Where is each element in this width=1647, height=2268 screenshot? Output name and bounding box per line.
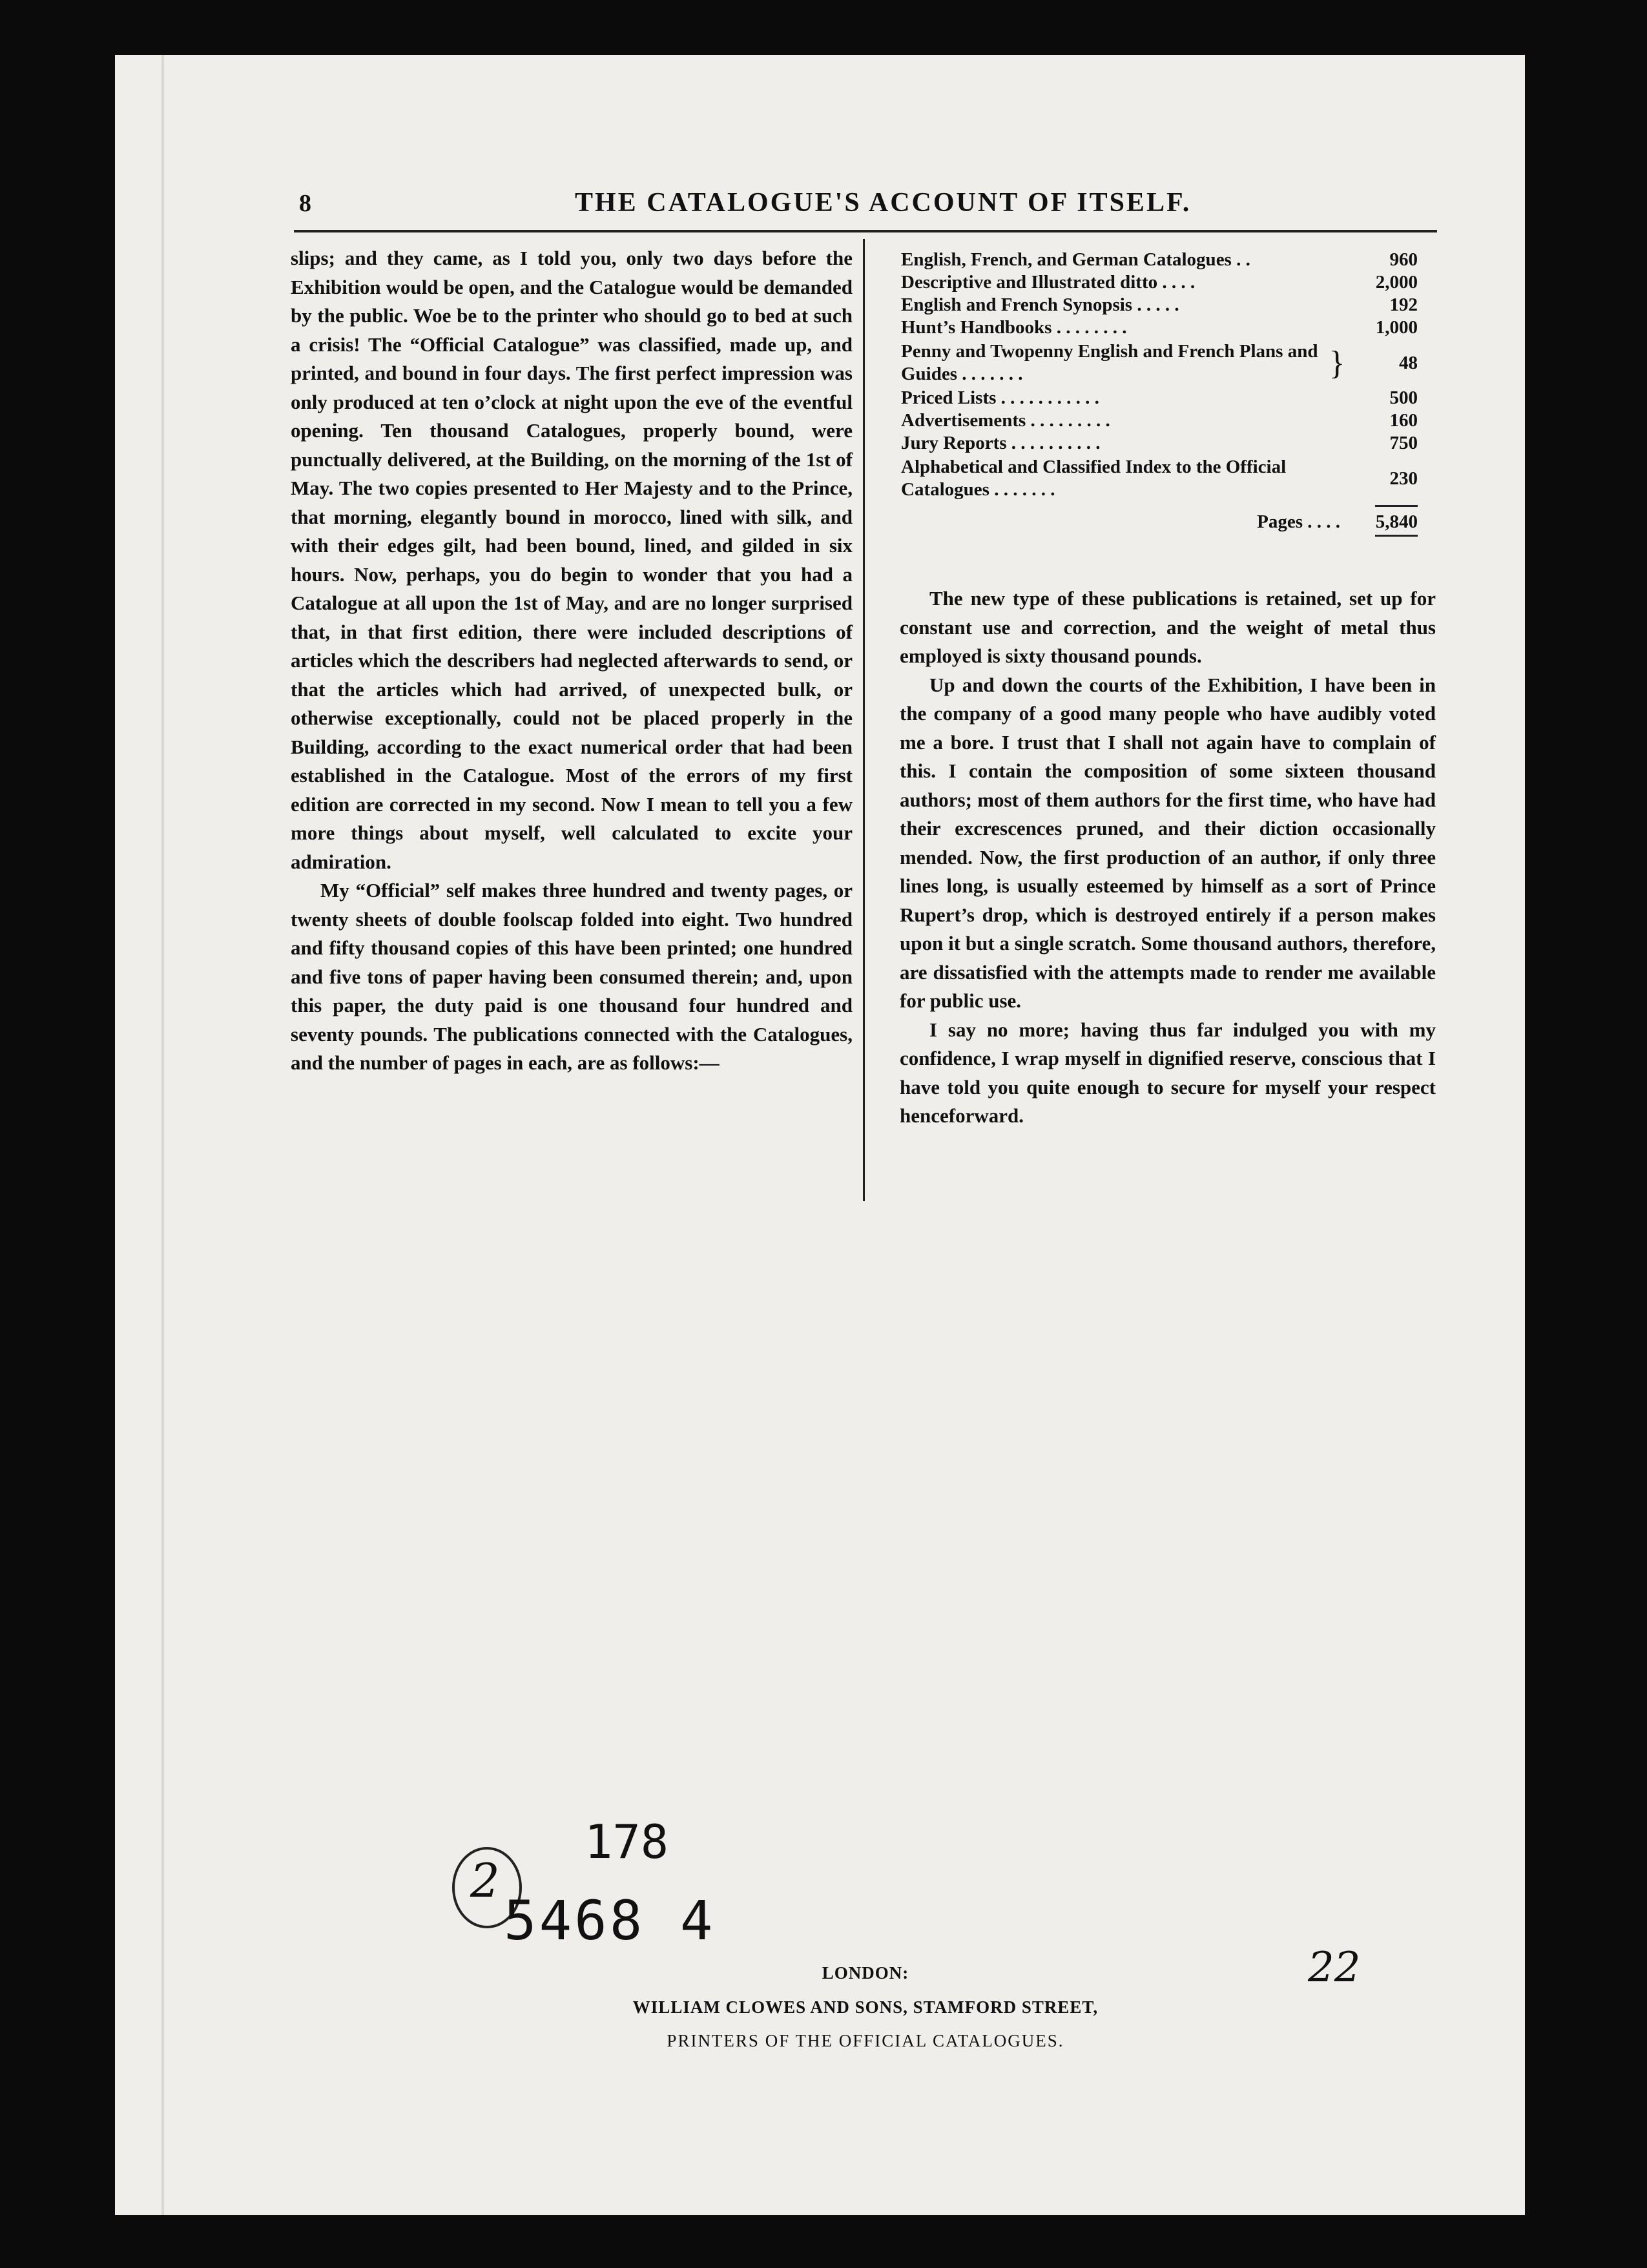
table-row [901,409,1418,432]
paragraph: Up and down the courts of the Exhibition, I have been in the company of a good many people who have audibly voted me a bore. I trust that I shall not again have to complain of this. I contain the composition of some sixteen thousand authors; most of them authors for the first time, who have had their excrescences pruned, and their diction occasionally mended. Now, the first production of an author, if only three lines long, is usually esteemed by himself as a sort of Prince Rupert’s drop, which is destroyed entirely if a person makes upon it but a single scratch. Some thousand authors, therefore, are dissatisfied with the attempts made to render me available for public use. [900,673,1436,1012]
table-row [901,456,1418,501]
left-column [291,244,853,1078]
row-label: Hunt’s Handbooks . . . . . . . . [901,317,1127,338]
row-label: Priced Lists . . . . . . . . . . . [901,387,1099,408]
row-pages: 192 [1389,294,1418,315]
table-row [901,316,1418,339]
row-pages: 500 [1389,387,1418,408]
page-number: 8 [299,190,311,217]
stamp-circled-number: 2 [470,1853,500,1908]
table-row [901,387,1418,409]
header-rule [294,230,1437,232]
row-pages: 1,000 [1375,317,1418,338]
row-label: Alphabetical and Classified Index to the Official Catalogues . . . . . . . [901,457,1287,500]
imprint-role: PRINTERS OF THE OFFICIAL CATALOGUES. [667,2031,1064,2050]
handwritten-note: 22 [1308,1944,1361,1992]
imprint-printer: WILLIAM CLOWES AND SONS, STAMFORD STREET, [632,1997,1099,2017]
paragraph: slips; and they came, as I told you, only two days before the Exhibition would be open, and the Catalogue would be demanded by the public. Woe be to the printer who should go to bed at such a crisis! The “Official Catalogue” was classified, made up, and printed, and bound in four days. The first perfect impression was only produced at ten o’clock at night upon the eve of the eventful opening. Ten thousand Catalogues, properly bound, were punctually delivered, at the Building, on the morning of the 1st of May. The two copies presented to Her Majesty and to the Prince, that morning, elegantly bound in morocco, lined with silk, and with their edges gilt, had been bound, lined, and gilded in six hours. Now, perhaps, you do begin to wonder that you had a Catalogue at all upon the 1st of May, and are no longer surprised that, in that first edition, there were included descriptions of articles which the describers had neglected afterwards to send, or that the articles which had arrived, of unexpected bulk, or otherwise exceptionally, could not be placed properly in the Building, according to the exact numerical order that had been established in the Catalogue. Most of the errors of my first edition are corrected in my second. Now I mean to tell you a few more things about myself, well calculated to excite your admiration. [291,247,853,873]
row-pages: 160 [1389,410,1418,431]
stamp-number-top: 178 [585,1815,669,1869]
row-pages: 750 [1389,433,1418,453]
row-label: English and French Synopsis . . . . . [901,294,1179,315]
total-pages: 5,840 [1375,511,1418,532]
paragraph: My “Official” self makes three hundred and twenty pages, or twenty sheets of double foolscap folded into eight. Two hundred and fifty thousand copies of this have been printed; one hundred and five tons of paper having been consumed therein; and, upon this paper, the duty paid is one thousand four hundred and seventy pounds. The publications connected with the Catalogues, and the number of pages in each, are as follows:— [291,879,853,1074]
paper-edge [161,55,164,2215]
row-label: Advertisements . . . . . . . . . [901,410,1110,431]
publications-table [901,249,1418,537]
table-row [901,271,1418,294]
row-label: Descriptive and Illustrated ditto . . . . [901,272,1196,293]
row-pages: 48 [1399,352,1418,373]
table-row [901,249,1418,271]
table-row [901,432,1418,455]
total-rule [1375,535,1418,537]
paragraph: The new type of these publications is retained, set up for constant use and correction, and the weight of metal thus employed is sixty thousand pounds. [900,587,1436,667]
paragraph: I say no more; having thus far indulged you with my confidence, I wrap myself in dignified reserve, conscious that I have told you quite enough to secure for myself your respect henceforward. [900,1018,1436,1127]
total-label: Pages . . . . [1257,511,1340,532]
row-pages: 960 [1389,249,1418,270]
running-head: THE CATALOGUE'S ACCOUNT OF ITSELF. [575,188,1192,218]
stamp-number-bottom: 5468 4 [504,1889,716,1952]
table-row [901,340,1418,386]
row-label: English, French, and German Catalogues . . [901,249,1250,270]
row-pages: 2,000 [1375,272,1418,293]
brace-glyph: } [1329,344,1345,382]
row-label: Penny and Twopenny English and French Plans and Guides . . . . . . . [901,341,1318,384]
total-rule [1375,505,1418,507]
row-pages: 230 [1389,468,1418,489]
right-column [900,584,1436,1131]
imprint-city: LONDON: [822,1963,909,1983]
column-rule [863,239,865,1201]
total-row [901,511,1418,533]
table-row [901,294,1418,316]
row-label: Jury Reports . . . . . . . . . . [901,433,1101,453]
